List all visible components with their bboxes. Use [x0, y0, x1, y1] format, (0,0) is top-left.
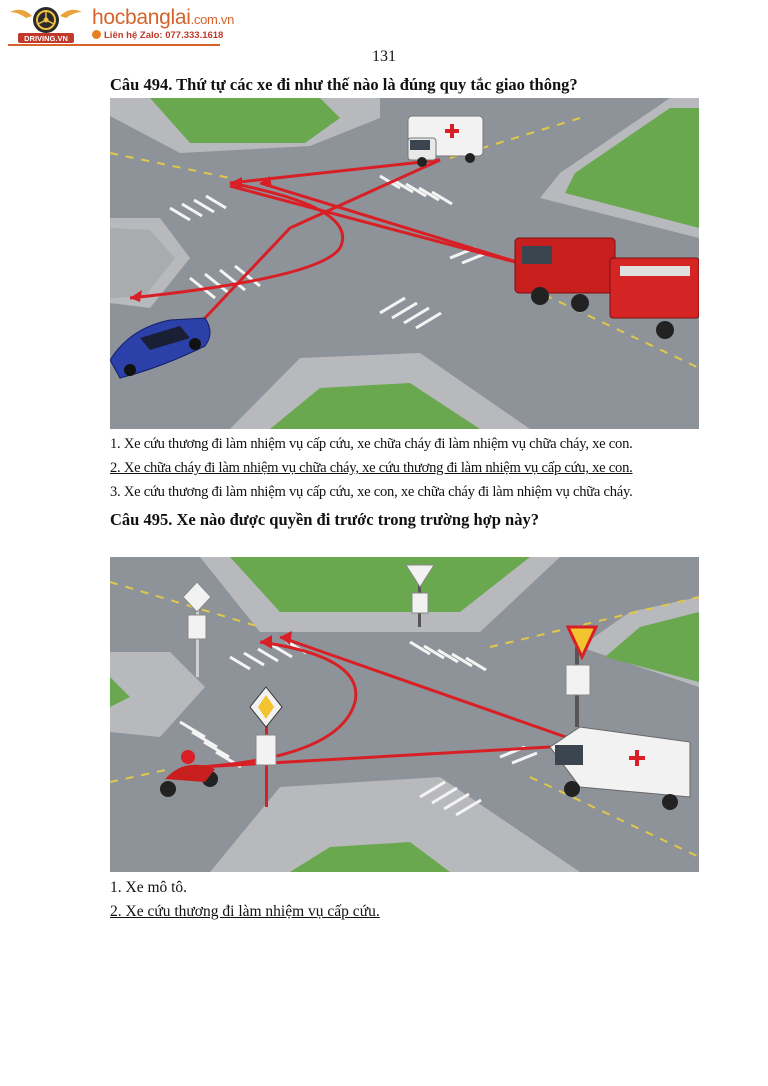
answer-494-1[interactable]: 1. Xe cứu thương đi làm nhiệm vụ cấp cứu, xe chữa cháy đi làm nhiệm vụ chữa cháy, xe con.	[110, 436, 633, 452]
page-number: 131	[372, 48, 396, 65]
question-495-image	[110, 557, 699, 872]
question-494-image	[110, 98, 699, 429]
phone-icon	[92, 30, 101, 39]
question-494-title: Câu 494. Thứ tự các xe đi như thế nào là đúng quy tắc giao thông?	[110, 75, 578, 94]
badge-text: DRIVING.VN	[24, 34, 68, 43]
answer-495-2[interactable]: 2. Xe cứu thương đi làm nhiệm vụ cấp cứu.	[110, 903, 380, 920]
header-divider	[8, 44, 220, 46]
answer-494-2[interactable]: 2. Xe chữa cháy đi làm nhiệm vụ chữa cháy, xe cứu thương đi làm nhiệm vụ cấp cứu, xe con.	[110, 460, 633, 476]
brand-name: hocbanglai.com.vn	[92, 6, 235, 29]
contact-text: Liên hệ Zalo: 077.333.1618	[104, 30, 224, 41]
zalo-contact	[92, 30, 223, 41]
driving-badge-icon	[8, 4, 84, 44]
question-495-title: Câu 495. Xe nào được quyền đi trước trong trường hợp này?	[110, 510, 539, 529]
site-logo[interactable]	[8, 4, 238, 46]
brand-tld: .com.vn	[190, 12, 235, 27]
answer-494-3[interactable]: 3. Xe cứu thương đi làm nhiệm vụ cấp cứu, xe con, xe chữa cháy đi làm nhiệm vụ chữa cháy.	[110, 484, 633, 500]
answer-495-1[interactable]: 1. Xe mô tô.	[110, 879, 188, 896]
